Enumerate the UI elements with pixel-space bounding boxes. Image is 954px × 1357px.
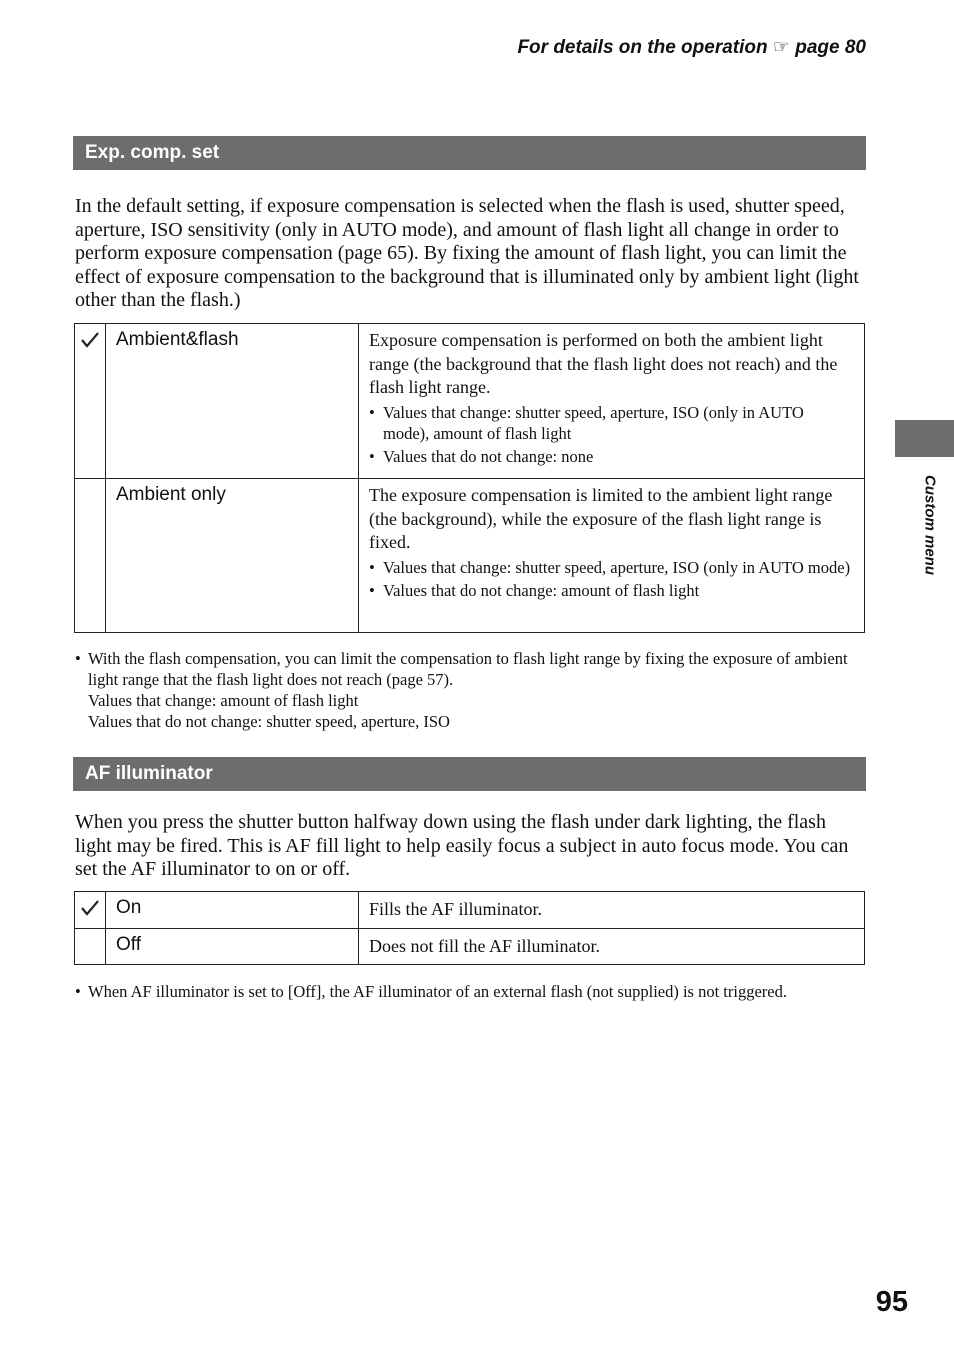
chapter-tab-marker (895, 420, 954, 457)
option-desc-on: Fills the AF illuminator. (359, 892, 865, 929)
option-name-off: Off (106, 928, 359, 965)
exp-comp-options-table (74, 323, 865, 633)
note-line: With the flash compensation, you can limit the compensation to flash light range by fixing the exposure of ambient light range that the flash light does not reach (page 57). (88, 649, 848, 689)
table-row (75, 892, 865, 929)
operation-reference (490, 36, 866, 59)
exp-comp-intro: In the default setting, if exposure compensation is selected when the flash is used, shutter speed, aperture, ISO sensitivity (only in AUTO mode), and amount of flash light all change in order to perform exposure compensation (page 65). By fixing the amount of flash light, you can limit the effect of exposure compensation to the background that is illuminated only by ambient light (light other than the flash.) (75, 195, 859, 311)
empty-check-cell (75, 479, 106, 633)
table-row (75, 479, 865, 633)
option-description: The exposure compensation is limited to the ambient light range (the background), while the exposure of the flash light range is fixed. (369, 485, 833, 552)
section-title-af-illuminator: AF illuminator (73, 757, 866, 791)
table-row (75, 324, 865, 479)
option-name-ambient-only: Ambient only (106, 479, 359, 633)
option-desc-ambient-flash (359, 324, 865, 479)
page-number: 95 (875, 1286, 908, 1318)
bullet-item: • Values that do not change: amount of flash light (369, 580, 854, 601)
reference-text: For details on the operation (517, 37, 768, 58)
af-illuminator-intro: When you press the shutter button halfway down using the flash under dark lighting, the flash light may be fired. This is AF fill light to help easily focus a subject in auto focus mode. You can set the AF illuminator to on or off. (75, 811, 849, 880)
option-desc-ambient-only (359, 479, 865, 633)
empty-check-cell (75, 928, 106, 965)
option-desc-off: Does not fill the AF illuminator. (359, 928, 865, 965)
reference-page: page 80 (795, 37, 866, 58)
pointing-hand-icon: ☞ (772, 37, 790, 58)
chapter-tab-label: Custom menu (921, 474, 939, 576)
bullet-item: • Values that do not change: none (369, 446, 854, 467)
default-check-icon (80, 899, 100, 917)
option-description: Exposure compensation is performed on both the ambient light range (the background that the flash light does not reach) and the flash light range. (369, 330, 838, 397)
note-bullet: • (75, 649, 81, 668)
bullet-item: • Values that change: shutter speed, aperture, ISO (only in AUTO mode) (369, 557, 854, 578)
af-note (75, 981, 870, 1002)
option-name-ambient-flash: Ambient&flash (106, 324, 359, 479)
section-title-exp-comp-set: Exp. comp. set (73, 136, 866, 170)
note-bullet: • (75, 982, 81, 1001)
note-line: When AF illuminator is set to [Off], the AF illuminator of an external flash (not supplied) is not triggered. (88, 982, 787, 1001)
note-line: Values that do not change: shutter speed, aperture, ISO (88, 712, 450, 731)
default-check-cell (75, 892, 106, 929)
af-options-table (74, 891, 865, 965)
exp-comp-note (75, 648, 870, 732)
note-line: Values that change: amount of flash light (88, 691, 359, 710)
bullet-item: • Values that change: shutter speed, aperture, ISO (only in AUTO mode), amount of flash light (369, 402, 854, 444)
default-check-cell (75, 324, 106, 479)
default-check-icon (80, 331, 100, 349)
table-row (75, 928, 865, 965)
option-name-on: On (106, 892, 359, 929)
